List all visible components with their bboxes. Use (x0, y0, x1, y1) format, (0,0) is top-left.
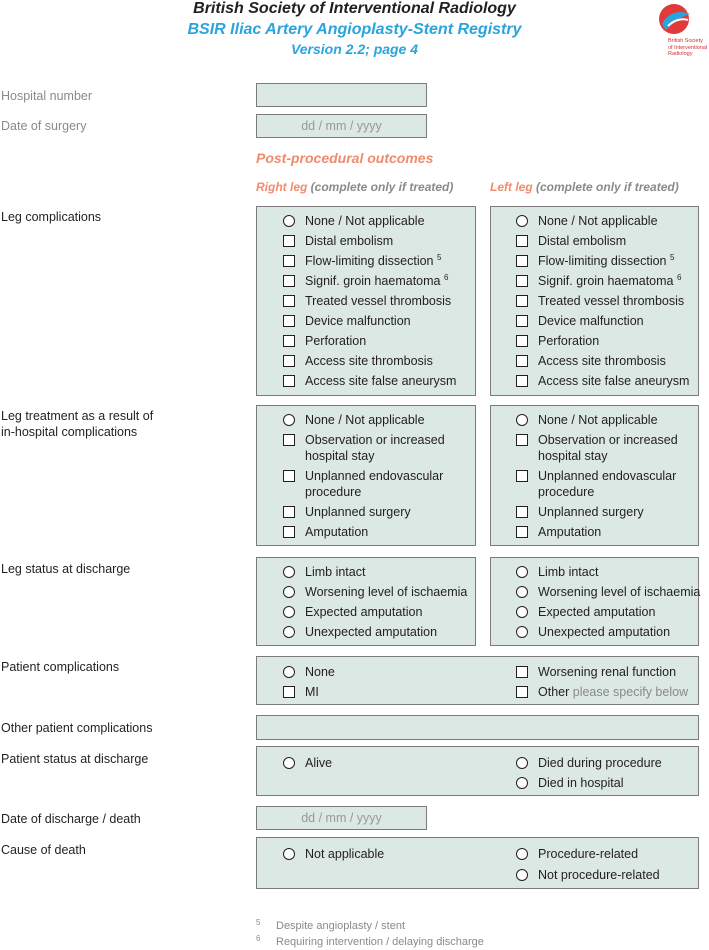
version-page: Version 2.2; page 4 (290, 41, 419, 57)
option-text: Died in hospital (538, 776, 624, 790)
radio-icon[interactable] (283, 666, 295, 678)
option-text: Access site thrombosis (538, 354, 666, 368)
checkbox-icon[interactable] (516, 470, 528, 482)
option-text: Access site false aneurysm (538, 374, 690, 388)
radio-icon[interactable] (283, 414, 295, 426)
right-leg-note: (complete only if treated) (310, 180, 454, 194)
option-text: Access site thrombosis (305, 354, 433, 368)
hospital-number-label: Hospital number (1, 89, 93, 103)
left-leg-header (490, 180, 679, 194)
checkbox-icon[interactable] (516, 526, 528, 538)
checkbox-icon[interactable] (516, 275, 528, 287)
option-text: Unexpected amputation (538, 625, 671, 639)
cause-of-death-label: Cause of death (1, 843, 86, 857)
checkbox-icon[interactable] (516, 355, 528, 367)
logo-text: British Society of Interventional Radiology (668, 38, 708, 57)
checkbox-icon[interactable] (283, 506, 295, 518)
checkbox-icon[interactable] (516, 686, 528, 698)
footnote-text: Despite angioplasty / stent (276, 920, 406, 932)
option-text: Not applicable (305, 847, 385, 861)
option-text: Worsening level of ischaemia (538, 585, 701, 599)
option-text: Unplanned endovascular procedure (538, 469, 677, 499)
radio-icon[interactable] (283, 215, 295, 227)
option-text: Limb intact (538, 565, 599, 579)
radio-icon[interactable] (516, 777, 528, 789)
other-patient-complications-input[interactable] (256, 715, 699, 740)
radio-icon[interactable] (516, 626, 528, 638)
option-text: Distal embolism (305, 234, 394, 248)
option-text: Flow-limiting dissection (305, 254, 434, 268)
option-text: Treated vessel thrombosis (305, 294, 452, 308)
option-text: Other please specify below (538, 685, 689, 699)
radio-icon[interactable] (283, 626, 295, 638)
option-text: Unexpected amputation (305, 625, 438, 639)
option-text: Unplanned surgery (305, 505, 411, 519)
checkbox-icon[interactable] (283, 335, 295, 347)
patient-status-box (256, 746, 699, 796)
checkbox-icon[interactable] (516, 434, 528, 446)
left-leg-label: Left leg (490, 180, 533, 194)
option-text: Flow-limiting dissection (538, 254, 667, 268)
checkbox-icon[interactable] (283, 375, 295, 387)
option-text: Expected amputation (305, 605, 423, 619)
option-text: None (305, 665, 335, 679)
checkbox-icon[interactable] (283, 235, 295, 247)
footnote-ref: 6 (444, 273, 449, 282)
radio-icon[interactable] (516, 566, 528, 578)
option-text: Procedure-related (538, 847, 639, 861)
leg-complications-label: Leg complications (1, 210, 102, 224)
option-text: None / Not applicable (538, 413, 658, 427)
radio-icon[interactable] (516, 606, 528, 618)
registry-title: BSIR Iliac Artery Angioplasty-Stent Registry (187, 21, 522, 38)
patient-complications-label: Patient complications (1, 660, 120, 674)
date-of-discharge-input[interactable]: dd / mm / yyyy (256, 806, 427, 830)
checkbox-icon[interactable] (516, 375, 528, 387)
radio-icon[interactable] (516, 869, 528, 881)
leg-treatment-label-1: Leg treatment as a result of (1, 409, 154, 423)
option-text: Signif. groin haematoma (538, 274, 674, 288)
option-text: Device malfunction (305, 314, 411, 328)
footnote-ref: 5 (437, 253, 442, 262)
checkbox-icon[interactable] (283, 686, 295, 698)
radio-icon[interactable] (516, 586, 528, 598)
radio-icon[interactable] (516, 757, 528, 769)
option-text: Worsening level of ischaemia (305, 585, 468, 599)
checkbox-icon[interactable] (516, 666, 528, 678)
date-of-discharge-label: Date of discharge / death (1, 812, 141, 826)
footnote-ref: 5 (670, 253, 675, 262)
section-title: Post-procedural outcomes (256, 150, 434, 166)
footnote-ref: 6 (677, 273, 682, 282)
option-text: Treated vessel thrombosis (538, 294, 685, 308)
footnote (256, 920, 556, 934)
radio-icon[interactable] (283, 586, 295, 598)
radio-icon[interactable] (516, 215, 528, 227)
checkbox-icon[interactable] (516, 506, 528, 518)
option-text: Not procedure-related (538, 868, 660, 882)
option-text: None / Not applicable (305, 413, 425, 427)
checkbox-icon[interactable] (283, 434, 295, 446)
option-text: Died during procedure (538, 756, 662, 770)
radio-icon[interactable] (516, 414, 528, 426)
checkbox-icon[interactable] (283, 255, 295, 267)
right-leg-label: Right leg (256, 180, 308, 194)
option-text: Worsening renal function (538, 665, 677, 679)
option-text: Amputation (305, 525, 369, 539)
option-text: Unplanned surgery (538, 505, 644, 519)
leg-treatment-label-2: in-hospital complications (1, 425, 138, 439)
checkbox-icon[interactable] (516, 295, 528, 307)
other-patient-complications-label: Other patient complications (1, 721, 153, 735)
option-text: Limb intact (305, 565, 366, 579)
footnote-number: 5 (256, 918, 261, 927)
checkbox-icon[interactable] (283, 470, 295, 482)
option-text: MI (305, 685, 319, 699)
bsir-logo (650, 2, 708, 60)
option-text: Unplanned endovascular procedure (305, 469, 444, 499)
checkbox-icon[interactable] (516, 335, 528, 347)
hospital-number-input[interactable] (256, 83, 427, 107)
checkbox-icon[interactable] (283, 275, 295, 287)
date-of-surgery-input[interactable]: dd / mm / yyyy (256, 114, 427, 138)
checkbox-icon[interactable] (516, 315, 528, 327)
checkbox-icon[interactable] (283, 526, 295, 538)
leg-status-label: Leg status at discharge (1, 562, 131, 576)
option-text: Observation or increased hospital stay (305, 433, 445, 463)
date-of-surgery-label: Date of surgery (1, 119, 87, 133)
footnote (256, 936, 556, 950)
option-text: Perforation (305, 334, 367, 348)
checkbox-icon[interactable] (516, 255, 528, 267)
left-leg-note: (complete only if treated) (536, 180, 679, 194)
checkbox-icon[interactable] (516, 235, 528, 247)
radio-icon[interactable] (283, 757, 295, 769)
option-text: None / Not applicable (538, 214, 658, 228)
radio-icon[interactable] (283, 606, 295, 618)
footnote-number: 6 (256, 934, 261, 943)
option-text: Signif. groin haematoma (305, 274, 441, 288)
right-leg-header (256, 180, 453, 194)
option-text: Access site false aneurysm (305, 374, 457, 388)
checkbox-icon[interactable] (283, 315, 295, 327)
option-text: Expected amputation (538, 605, 656, 619)
option-text: Distal embolism (538, 234, 627, 248)
checkbox-icon[interactable] (283, 355, 295, 367)
radio-icon[interactable] (516, 848, 528, 860)
footnote-text: Requiring intervention / delaying discharge (276, 936, 484, 948)
option-text: None / Not applicable (305, 214, 425, 228)
form-title: British Society of Interventional Radiology (193, 0, 516, 17)
radio-icon[interactable] (283, 848, 295, 860)
radio-icon[interactable] (283, 566, 295, 578)
option-text: Perforation (538, 334, 600, 348)
checkbox-icon[interactable] (283, 295, 295, 307)
option-text: Observation or increased hospital stay (538, 433, 678, 463)
patient-status-label: Patient status at discharge (1, 752, 149, 766)
option-text: Amputation (538, 525, 602, 539)
option-text: Alive (305, 756, 333, 770)
option-text: Device malfunction (538, 314, 644, 328)
other-note: please specify below (572, 685, 689, 699)
